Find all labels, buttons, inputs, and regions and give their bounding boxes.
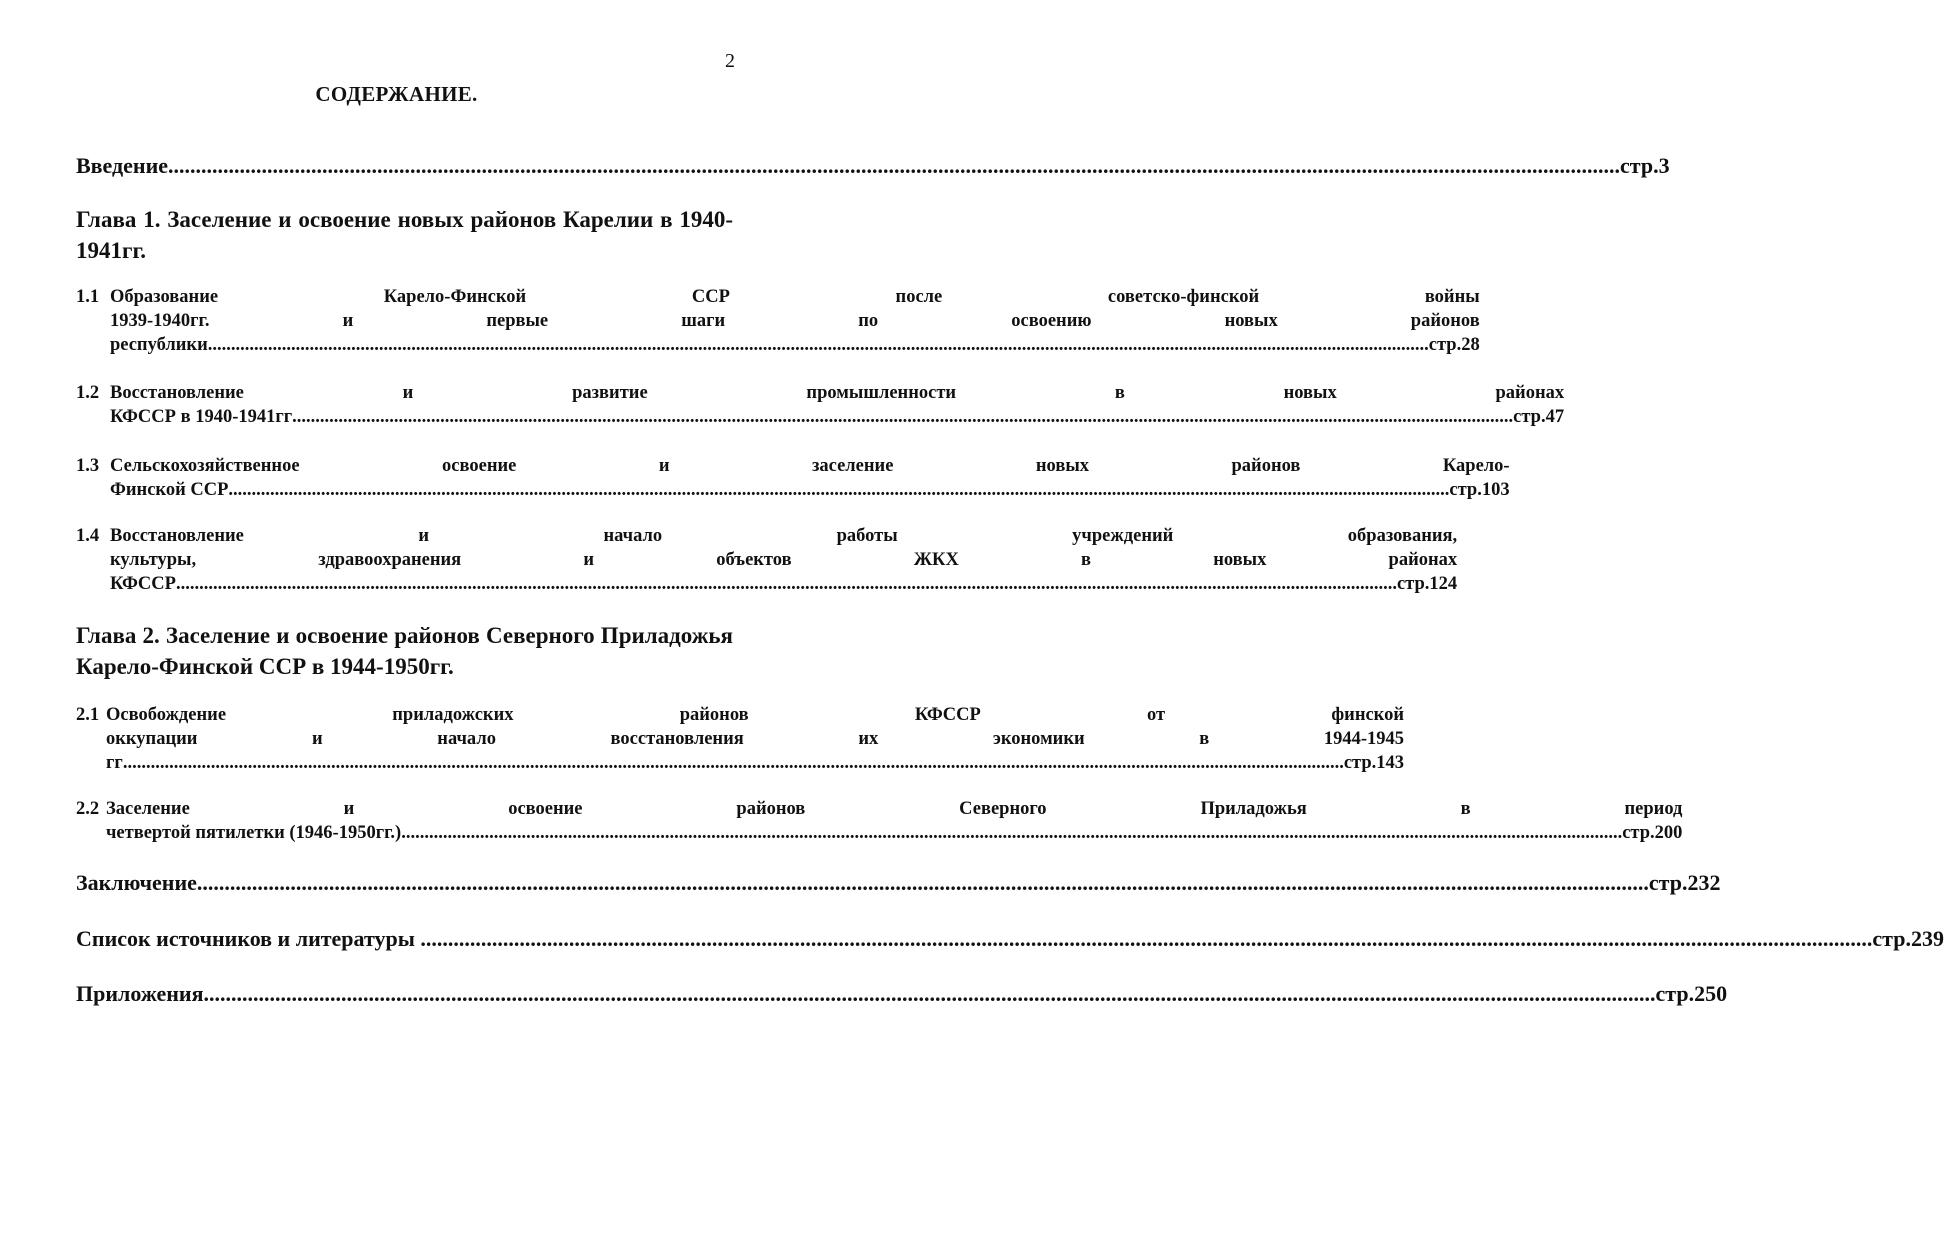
toc-entry-label: Приложения [76, 981, 204, 1006]
section-text-last: Финской ССР [110, 480, 229, 500]
section-number: 1.4 [76, 526, 100, 546]
section-text-line: культуры, здравоохранения и объектов ЖКХ в новых районах [110, 550, 1458, 570]
section-page: стр.143 [1343, 753, 1405, 773]
section-number: 1.1 [76, 287, 100, 307]
leader-dots [168, 153, 1620, 179]
toc-entry-label: Список источников и литературы [76, 926, 421, 951]
section-text-last: гг [106, 753, 123, 773]
section-number: 2.2 [76, 799, 100, 819]
leader-dots [176, 572, 1397, 596]
section-text-line: Сельскохозяйственное освоение и заселение новых районов Карело- [110, 456, 1510, 476]
chapter-title-line: Глава 2. Заселение и освоение районов Северного Приладожья [76, 623, 733, 648]
toc-entry-conclusion[interactable] [76, 870, 1721, 896]
section-text-line: Восстановление и развитие промышленности в новых районах [110, 383, 1565, 403]
toc-section-2-2[interactable] [76, 797, 1683, 845]
section-text-last: республики [110, 335, 208, 355]
section-number: 2.1 [76, 705, 100, 725]
section-text-line: Восстановление и начало работы учреждений образования, [110, 526, 1458, 546]
section-text-line: Заселение и освоение районов Северного Приладожья в период [106, 799, 1683, 819]
page-title: СОДЕРЖАНИЕ. [315, 82, 478, 106]
toc-entry-page: стр.232 [1648, 870, 1721, 895]
section-number: 1.3 [76, 456, 100, 476]
page-number: 2 [725, 50, 735, 72]
section-page: стр.124 [1396, 574, 1458, 594]
toc-entry-label: Заключение [76, 870, 197, 895]
chapter-1-heading[interactable] [76, 204, 733, 266]
toc-entry-sources[interactable] [76, 926, 1944, 952]
section-text-last: четвертой пятилетки (1946-1950гг.) [106, 823, 402, 843]
section-number: 1.2 [76, 383, 100, 403]
section-text-line: Образование Карело-Финской ССР после советско-финской войны [110, 287, 1480, 307]
leader-dots [197, 870, 1649, 896]
section-page: стр.103 [1449, 480, 1510, 500]
toc-entry-intro[interactable] [76, 153, 1670, 179]
leader-dots [420, 926, 1872, 952]
section-text-line: Освобождение приладожских районов КФССР от финской [106, 705, 1405, 725]
section-page: стр.47 [1513, 407, 1565, 427]
leader-dots [208, 333, 1429, 357]
section-text-last: КФССР в 1940-1941гг [110, 407, 293, 427]
toc-section-1-1[interactable] [76, 285, 1480, 357]
toc-section-1-3[interactable] [76, 454, 1510, 502]
toc-entry-appendix[interactable] [76, 981, 1728, 1007]
leader-dots [228, 478, 1449, 502]
leader-dots [123, 751, 1344, 775]
toc-section-1-2[interactable] [76, 381, 1565, 429]
section-text-last: КФССР [110, 574, 176, 594]
toc-entry-page: стр.250 [1655, 981, 1728, 1006]
chapter-title-line: Глава 1. Заселение и освоение новых районов Карелии в 1940- [76, 207, 733, 232]
chapter-2-heading[interactable] [76, 620, 733, 682]
toc-section-1-4[interactable] [76, 524, 1458, 596]
section-text-line: оккупации и начало восстановления их экономики в 1944-1945 [106, 729, 1405, 749]
leader-dots [204, 981, 1656, 1007]
toc-entry-page: стр.239 [1872, 926, 1944, 951]
section-text-line: 1939-1940гг. и первые шаги по освоению новых районов [110, 311, 1480, 331]
section-page: стр.200 [1622, 823, 1683, 843]
toc-entry-label: Введение [76, 153, 169, 178]
toc-entry-page: стр.3 [1620, 153, 1670, 178]
leader-dots [292, 405, 1513, 429]
chapter-title-line: Карело-Финской ССР в 1944-1950гг. [76, 654, 454, 679]
chapter-title-line: 1941гг. [76, 238, 147, 263]
section-page: стр.28 [1428, 335, 1480, 355]
toc-section-2-1[interactable] [76, 703, 1405, 775]
leader-dots [401, 821, 1622, 845]
